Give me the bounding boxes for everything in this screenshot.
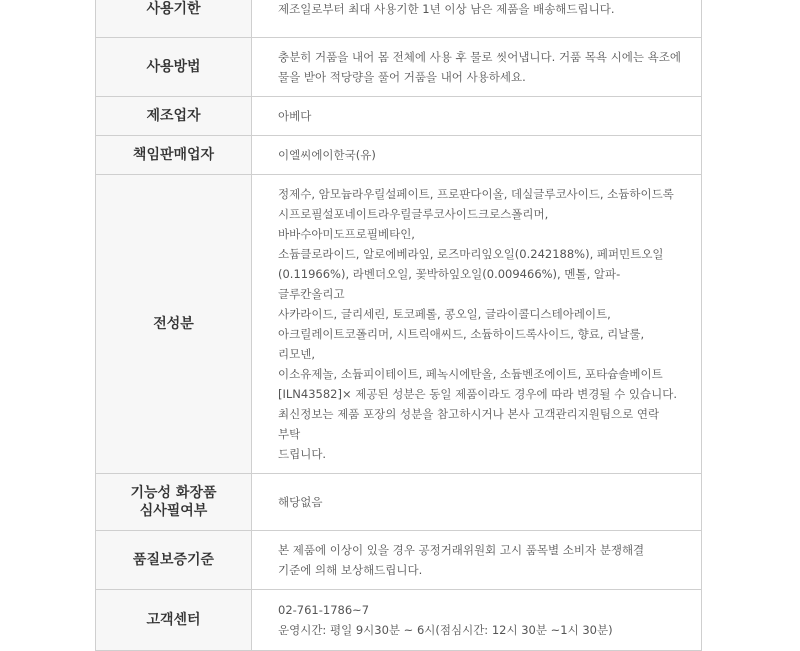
value-line: 드립니다. (278, 447, 327, 461)
value-line: 이엘씨에이한국(유) (278, 148, 376, 162)
row-label-customer-center: 고객센터 (96, 590, 252, 651)
row-value-seller (252, 136, 702, 175)
product-info-table (95, 0, 702, 651)
row-value-functional-cosmetic (252, 474, 702, 531)
row-value-manufacturer (252, 97, 702, 136)
value-line: 최신정보는 제품 포장의 성분을 참고하시거나 본사 고객관리지원팀으로 연락 부탁 (278, 407, 660, 441)
value-line: 아베다 (278, 109, 312, 123)
row-label-usage: 사용방법 (96, 38, 252, 97)
value-line: 이소유제놀, 소듐피이테이트, 페녹시에탄올, 소듐벤조에이트, 포타슘솔베이트 (278, 367, 663, 381)
table-row-quality-standard (96, 531, 702, 590)
label-line: 심사필여부 (139, 503, 208, 519)
row-label-functional-cosmetic (96, 474, 252, 531)
table-row-customer-center (96, 590, 702, 651)
table-row-manufacturer (96, 97, 702, 136)
value-line: 기준에 의해 보상해드립니다. (278, 563, 423, 577)
label-line: 기능성 화장품 (130, 485, 217, 501)
row-label-quality-standard: 품질보증기준 (96, 531, 252, 590)
row-label-manufacturer: 제조업자 (96, 97, 252, 136)
value-line: (0.11966%), 라벤더오일, 꽃박하잎오일(0.009466%), 멘톨, 알파-글루칸올리고 (278, 267, 621, 301)
value-line: 정제수, 암모늄라우릴설페이트, 프로판다이올, 데실글루코사이드, 소듐하이드록 (278, 187, 674, 201)
row-value-expiry (252, 0, 702, 38)
value-line: 아크릴레이트코폴리머, 시트릭애씨드, 소듐하이드록사이드, 향료, 리날룰, 리모넨, (278, 327, 645, 361)
table-row-expiry (96, 0, 702, 38)
value-line: 사카라이드, 글리세린, 토코페롤, 콩오일, 글라이콜디스테아레이트, (278, 307, 611, 321)
value-line: 충분히 거품을 내어 몸 전체에 사용 후 물로 씻어냅니다. 거품 목욕 시에는 욕조에 (278, 50, 682, 64)
row-label-ingredients: 전성분 (96, 175, 252, 474)
value-line: 시프로필설포네이트라우릴글루코사이드크로스폴리머, 바바수아미도프로필베타인, (278, 207, 549, 241)
row-label-expiry: 사용기한 (96, 0, 252, 38)
value-line: 소듐클로라이드, 알로에베라잎, 로즈마리잎오일(0.242188%), 페퍼민트오일 (278, 247, 664, 261)
table-row-functional-cosmetic (96, 474, 702, 531)
value-line: 제조일로부터 최대 사용기한 1년 이상 남은 제품을 배송해드립니다. (278, 2, 615, 16)
phone-number: 02-761-1786~7 (278, 603, 370, 617)
value-line: 물을 받아 적당량을 풀어 거품을 내어 사용하세요. (278, 70, 526, 84)
operating-hours: 운영시간: 평일 9시30분 ~ 6시(점심시간: 12시 30분 ~1시 30분) (278, 623, 613, 637)
row-value-quality-standard (252, 531, 702, 590)
table-row-ingredients (96, 175, 702, 474)
row-label-seller: 책임판매업자 (96, 136, 252, 175)
value-line: 해당없음 (278, 495, 323, 509)
table-row-seller (96, 136, 702, 175)
value-line: 본 제품에 이상이 있을 경우 공정거래위원회 고시 품목별 소비자 분쟁해결 (278, 543, 645, 557)
table-row-usage (96, 38, 702, 97)
row-value-customer-center (252, 590, 702, 651)
value-line: [ILN43582]× 제공된 성분은 동일 제품이라도 경우에 따라 변경될 수 있습니다. (278, 387, 677, 401)
row-value-usage (252, 38, 702, 97)
row-value-ingredients (252, 175, 702, 474)
